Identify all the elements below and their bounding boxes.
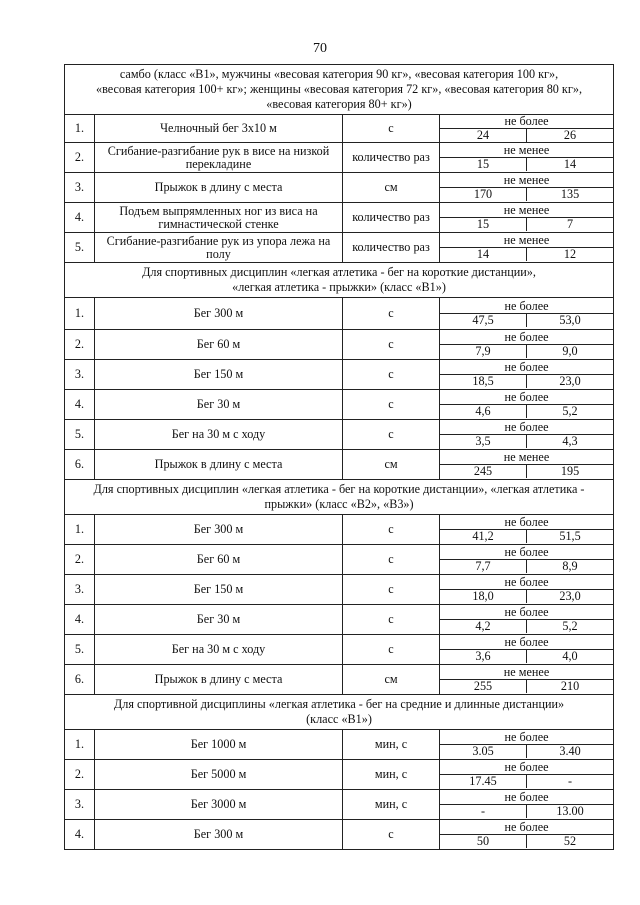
norm-cell xyxy=(440,390,614,420)
table-row xyxy=(65,545,614,575)
unit: с xyxy=(343,605,440,635)
norm-value-women: 5,2 xyxy=(526,620,613,633)
norm-cell xyxy=(440,665,614,695)
norm-value-men: 3,5 xyxy=(475,434,491,448)
norm-condition: не более xyxy=(504,605,549,619)
unit: см xyxy=(343,173,440,203)
norm-value-men: 7,7 xyxy=(475,559,491,573)
row-number: 4. xyxy=(65,390,95,420)
norm-condition: не более xyxy=(504,390,549,404)
norm-cell xyxy=(440,450,614,480)
exercise-name: Бег 150 м xyxy=(95,575,343,605)
norm-condition: не более xyxy=(504,330,549,344)
table-row xyxy=(65,820,614,850)
section-header xyxy=(65,480,614,515)
norm-value-men: 170 xyxy=(473,187,493,201)
table-row xyxy=(65,575,614,605)
section-header-line: «весовая категория 80+ кг») xyxy=(266,97,412,111)
norm-cell xyxy=(440,545,614,575)
unit: с xyxy=(343,115,440,143)
unit: с xyxy=(343,575,440,605)
unit: с xyxy=(343,298,440,330)
norm-condition: не более xyxy=(504,545,549,559)
exercise-name: Бег 300 м xyxy=(95,298,343,330)
table-row xyxy=(65,390,614,420)
exercise-name: Сгибание-разгибание рук в висе на низкой перекладине xyxy=(95,143,343,173)
norm-value-women: 4,3 xyxy=(526,435,613,448)
norm-value-women: 23,0 xyxy=(526,590,613,603)
unit: количество раз xyxy=(343,233,440,263)
norm-condition: не более xyxy=(504,760,549,774)
unit: с xyxy=(343,420,440,450)
unit: мин, с xyxy=(343,790,440,820)
norm-cell xyxy=(440,790,614,820)
unit: с xyxy=(343,545,440,575)
section-header-line: Для спортивной дисциплины «легкая атлетика - бег на средние и длинные дистанции» xyxy=(113,697,565,711)
norm-value-women: 13.00 xyxy=(526,805,613,818)
norm-cell xyxy=(440,173,614,203)
norm-cell xyxy=(440,605,614,635)
norm-value-women: 195 xyxy=(526,465,613,478)
norm-value-men: - xyxy=(480,804,486,818)
row-number: 6. xyxy=(65,665,95,695)
exercise-name: Бег на 30 м с ходу xyxy=(95,420,343,450)
table-row xyxy=(65,605,614,635)
row-number: 1. xyxy=(65,515,95,545)
norm-cell xyxy=(440,575,614,605)
norm-value-women: 23,0 xyxy=(526,375,613,388)
unit: количество раз xyxy=(343,203,440,233)
row-number: 4. xyxy=(65,820,95,850)
norm-value-men: 18,5 xyxy=(472,374,494,388)
unit: см xyxy=(343,665,440,695)
table-row xyxy=(65,515,614,545)
norm-value-men: 255 xyxy=(473,679,493,693)
unit: с xyxy=(343,330,440,360)
exercise-name: Прыжок в длину с места xyxy=(95,665,343,695)
unit: с xyxy=(343,515,440,545)
row-number: 5. xyxy=(65,635,95,665)
row-number: 3. xyxy=(65,173,95,203)
exercise-name: Подъем выпрямленных ног из виса на гимнастической стенке xyxy=(95,203,343,233)
norm-condition: не более xyxy=(504,114,549,128)
norm-value-men: 3,6 xyxy=(475,649,491,663)
table-row xyxy=(65,730,614,760)
norm-cell xyxy=(440,233,614,263)
norm-value-women: 135 xyxy=(526,188,613,201)
norm-value-men: 24 xyxy=(476,128,490,142)
row-number: 1. xyxy=(65,298,95,330)
norm-cell xyxy=(440,203,614,233)
table-row xyxy=(65,233,614,263)
norm-condition: не более xyxy=(504,730,549,744)
norm-value-men: 50 xyxy=(476,834,490,848)
standards-table xyxy=(64,64,614,850)
unit: с xyxy=(343,390,440,420)
exercise-name: Бег 60 м xyxy=(95,545,343,575)
norm-value-women: 51,5 xyxy=(526,530,613,543)
norm-value-men: 7,9 xyxy=(475,344,491,358)
row-number: 5. xyxy=(65,420,95,450)
norm-value-women: 8,9 xyxy=(526,560,613,573)
section-header-line: «весовая категория 100+ кг»; женщины «весовая категория 72 кг», «весовая категория 80 кг», xyxy=(96,82,582,96)
exercise-name: Сгибание-разгибание рук из упора лежа на полу xyxy=(95,233,343,263)
norm-value-women: 26 xyxy=(526,129,613,142)
row-number: 1. xyxy=(65,115,95,143)
norm-value-women: 9,0 xyxy=(526,345,613,358)
table-row xyxy=(65,360,614,390)
unit: с xyxy=(343,635,440,665)
row-number: 4. xyxy=(65,605,95,635)
exercise-name: Бег 300 м xyxy=(95,820,343,850)
norm-condition: не более xyxy=(504,360,549,374)
norm-condition: не более xyxy=(504,635,549,649)
table-row xyxy=(65,790,614,820)
norm-value-women: 5,2 xyxy=(526,405,613,418)
exercise-name: Бег 1000 м xyxy=(95,730,343,760)
norm-cell xyxy=(440,820,614,850)
norm-value-women: 3.40 xyxy=(526,745,613,758)
norm-value-men: 47,5 xyxy=(472,313,494,327)
unit: с xyxy=(343,360,440,390)
exercise-name: Бег 60 м xyxy=(95,330,343,360)
exercise-name: Бег 150 м xyxy=(95,360,343,390)
section-header-line: самбо (класс «В1», мужчины «весовая категория 90 кг», «весовая категория 100 кг», xyxy=(119,67,559,81)
norm-condition: не менее xyxy=(503,233,550,247)
exercise-name: Бег 5000 м xyxy=(95,760,343,790)
section-header-line: (класс «В1») xyxy=(306,712,372,726)
exercise-name: Прыжок в длину с места xyxy=(95,173,343,203)
exercise-name: Бег на 30 м с ходу xyxy=(95,635,343,665)
norm-cell xyxy=(440,635,614,665)
table-row xyxy=(65,143,614,173)
norm-cell xyxy=(440,360,614,390)
norm-condition: не более xyxy=(504,820,549,834)
row-number: 2. xyxy=(65,545,95,575)
norm-condition: не менее xyxy=(503,173,550,187)
exercise-name: Прыжок в длину с места xyxy=(95,450,343,480)
row-number: 4. xyxy=(65,203,95,233)
unit: мин, с xyxy=(343,760,440,790)
table-row xyxy=(65,173,614,203)
section-header-line: Для спортивных дисциплин «легкая атлетика - бег на короткие дистанции», xyxy=(142,265,536,279)
norm-condition: не более xyxy=(504,299,549,313)
norm-value-women: - xyxy=(526,775,613,788)
exercise-name: Бег 30 м xyxy=(95,605,343,635)
section-header-line: прыжки» (класс «В2», «В3») xyxy=(264,497,414,511)
norm-condition: не более xyxy=(504,515,549,529)
norm-cell xyxy=(440,730,614,760)
table-row xyxy=(65,203,614,233)
norm-value-women: 14 xyxy=(526,158,613,171)
norm-cell xyxy=(440,760,614,790)
row-number: 3. xyxy=(65,575,95,605)
row-number: 3. xyxy=(65,360,95,390)
norm-value-men: 3.05 xyxy=(472,744,494,758)
norm-value-men: 245 xyxy=(473,464,493,478)
norm-value-women: 210 xyxy=(526,680,613,693)
norm-condition: не менее xyxy=(503,450,550,464)
unit: мин, с xyxy=(343,730,440,760)
norm-cell xyxy=(440,420,614,450)
table-row xyxy=(65,330,614,360)
exercise-name: Челночный бег 3х10 м xyxy=(95,115,343,143)
section-header xyxy=(65,65,614,115)
norm-cell xyxy=(440,298,614,330)
norm-cell xyxy=(440,143,614,173)
section-header xyxy=(65,263,614,298)
norm-value-men: 17.45 xyxy=(469,774,497,788)
norm-value-women: 52 xyxy=(526,835,613,848)
norm-value-men: 14 xyxy=(476,247,490,261)
norm-value-men: 15 xyxy=(476,157,490,171)
section-header xyxy=(65,695,614,730)
norm-cell xyxy=(440,115,614,143)
norm-value-men: 4,6 xyxy=(475,404,491,418)
norm-value-women: 7 xyxy=(526,218,613,231)
norm-value-men: 15 xyxy=(476,217,490,231)
row-number: 2. xyxy=(65,143,95,173)
table-row xyxy=(65,115,614,143)
exercise-name: Бег 3000 м xyxy=(95,790,343,820)
unit: количество раз xyxy=(343,143,440,173)
norm-value-women: 12 xyxy=(526,248,613,261)
norm-value-men: 4,2 xyxy=(475,619,491,633)
page-number: 70 xyxy=(313,41,327,56)
row-number: 5. xyxy=(65,233,95,263)
norm-value-men: 18,0 xyxy=(472,589,494,603)
table-row xyxy=(65,635,614,665)
row-number: 1. xyxy=(65,730,95,760)
table-row xyxy=(65,450,614,480)
norm-condition: не менее xyxy=(503,665,550,679)
norm-cell xyxy=(440,330,614,360)
exercise-name: Бег 300 м xyxy=(95,515,343,545)
table-row xyxy=(65,298,614,330)
norm-value-women: 4,0 xyxy=(526,650,613,663)
norm-value-men: 41,2 xyxy=(472,529,494,543)
unit: см xyxy=(343,450,440,480)
norm-value-women: 53,0 xyxy=(526,314,613,327)
norm-condition: не менее xyxy=(503,203,550,217)
norm-condition: не более xyxy=(504,420,549,434)
unit: с xyxy=(343,820,440,850)
row-number: 2. xyxy=(65,330,95,360)
exercise-name: Бег 30 м xyxy=(95,390,343,420)
section-header-line: Для спортивных дисциплин «легкая атлетика - бег на короткие дистанции», «легкая атлетика - xyxy=(93,482,585,496)
norm-condition: не менее xyxy=(503,143,550,157)
row-number: 3. xyxy=(65,790,95,820)
table-row xyxy=(65,420,614,450)
table-row xyxy=(65,760,614,790)
norm-cell xyxy=(440,515,614,545)
norm-condition: не более xyxy=(504,575,549,589)
norm-condition: не более xyxy=(504,790,549,804)
row-number: 6. xyxy=(65,450,95,480)
section-header-line: «легкая атлетика - прыжки» (класс «В1») xyxy=(232,280,446,294)
row-number: 2. xyxy=(65,760,95,790)
table-row xyxy=(65,665,614,695)
